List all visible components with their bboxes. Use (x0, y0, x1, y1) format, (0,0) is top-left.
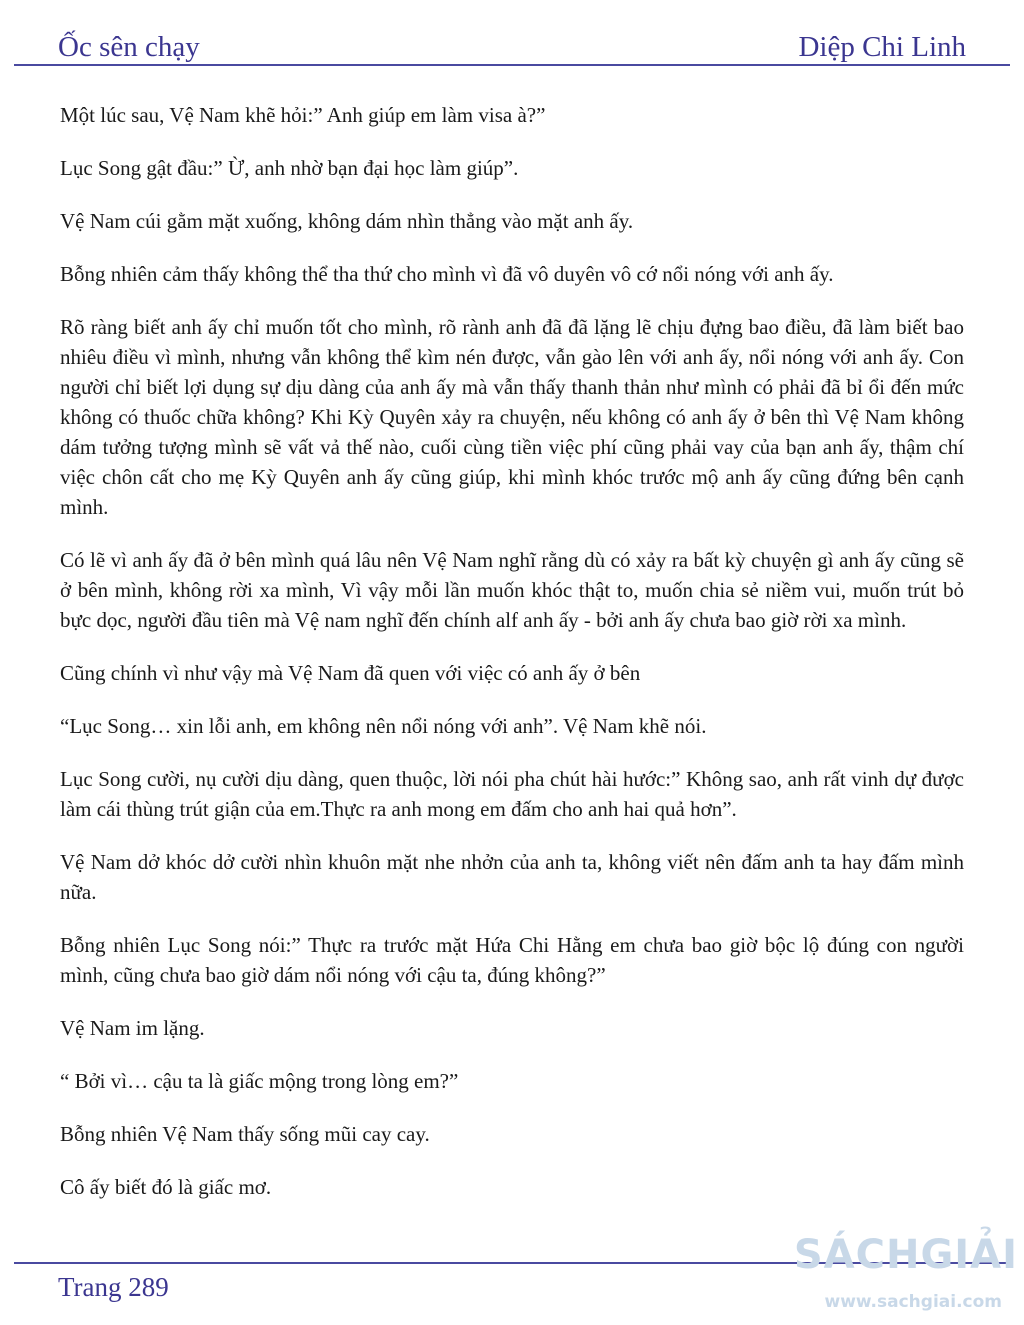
paragraph: Bỗng nhiên Lục Song nói:” Thực ra trước mặt Hứa Chi Hằng em chưa bao giờ bộc lộ đúng con người mình, cũng chưa bao giờ dám nổi nóng với cậu ta, đúng không?” (60, 933, 964, 987)
paragraph: Cũng chính vì như vậy mà Vệ Nam đã quen với việc có anh ấy ở bên (60, 661, 641, 685)
author-name: Diệp Chi Linh (798, 31, 966, 63)
paragraph: Lục Song cười, nụ cười dịu dàng, quen thuộc, lời nói pha chút hài hước:” Không sao, anh rất vinh dự được làm cái thùng trút giận của em.Thực ra anh mong em đấm cho anh hai quả hơn”. (60, 767, 964, 821)
paragraph: Vệ Nam cúi gằm mặt xuống, không dám nhìn thẳng vào mặt anh ấy. (60, 209, 634, 233)
header-rule (14, 64, 1010, 66)
page-header (58, 24, 966, 64)
paragraph: Cô ấy biết đó là giấc mơ. (60, 1175, 272, 1199)
paragraph: Lục Song gật đầu:” Ừ, anh nhờ bạn đại học làm giúp”. (60, 156, 519, 180)
paragraph: Rõ ràng biết anh ấy chỉ muốn tốt cho mình, rõ rành anh đã đã lặng lẽ chịu đựng bao điều, đã làm biết bao nhiêu điều vì mình, nhưng vẫn không thể kìm nén được, vẫn gào lên với anh ấy, nổi nóng với anh ấy. Con người chỉ biết lợi dụng sự dịu dàng của anh ấy mà vẫn thấy thanh thản như mình có phải đã bỉ ổi đến mức không có thuốc chữa không? Khi Kỳ Quyên xảy ra chuyện, nếu không có anh ấy ở bên thì Vệ Nam không dám tưởng tượng mình sẽ vất vả thế nào, cuối cùng tiền việc phí cũng phải vay của bạn anh ấy, thậm chí việc chôn cất cho mẹ Kỳ Quyên anh ấy cũng giúp, khi mình khóc trước mộ anh ấy cũng đứng bên cạnh mình. (60, 315, 964, 519)
book-title: Ốc sên chạy (58, 31, 200, 63)
paragraph: Một lúc sau, Vệ Nam khẽ hỏi:” Anh giúp em làm visa à?” (60, 103, 546, 127)
page-body (60, 100, 964, 1225)
paragraph: Bỗng nhiên cảm thấy không thể tha thứ cho mình vì đã vô duyên vô cớ nổi nóng với anh ấy. (60, 262, 834, 286)
paragraph: Vệ Nam dở khóc dở cười nhìn khuôn mặt nhe nhởn của anh ta, không viết nên đấm anh ta hay đấm mình nữa. (60, 850, 964, 904)
paragraph: “Lục Song… xin lỗi anh, em không nên nổi nóng với anh”. Vệ Nam khẽ nói. (60, 714, 707, 738)
watermark (793, 1232, 1018, 1317)
page-number: Trang 289 (58, 1272, 169, 1302)
watermark-logo: SÁCHGIẢI (793, 1232, 1018, 1278)
paragraph: Bỗng nhiên Vệ Nam thấy sống mũi cay cay. (60, 1122, 430, 1146)
paragraph: “ Bởi vì… cậu ta là giấc mộng trong lòng em?” (60, 1069, 459, 1093)
watermark-url: www.sachgiai.com (824, 1292, 1002, 1312)
paragraph: Có lẽ vì anh ấy đã ở bên mình quá lâu nên Vệ Nam nghĩ rằng dù có xảy ra bất kỳ chuyện gì anh ấy cũng sẽ ở bên mình, không rời xa mình, Vì vậy mỗi lần muốn khóc thật to, muốn chia sẻ niềm vui, muốn trút bỏ bực dọc, người đầu tiên mà Vệ nam nghĩ đến chính alf anh ấy - bởi anh ấy chưa bao giờ rời xa mình. (60, 548, 964, 632)
paragraph: Vệ Nam im lặng. (60, 1016, 205, 1040)
